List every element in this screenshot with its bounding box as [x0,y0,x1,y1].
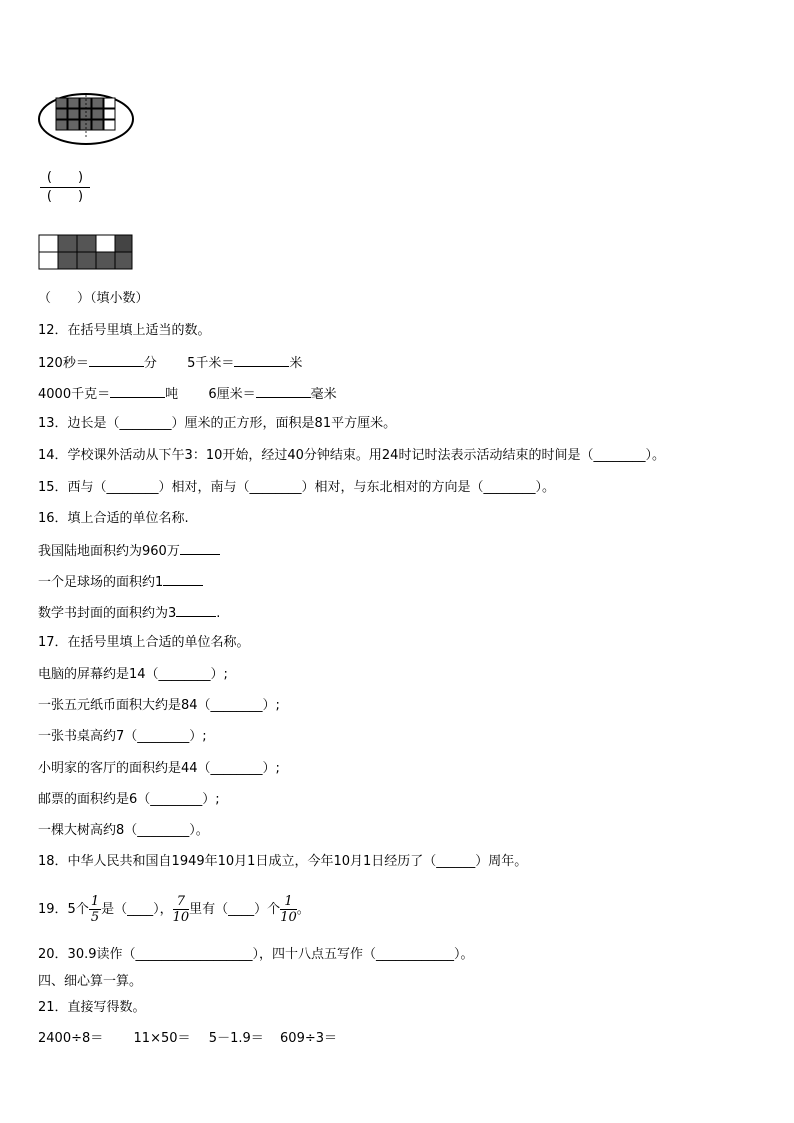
q15: 15．西与（________）相对，南与（________）相对，与东北相对的方向是（________）。 [38,480,556,495]
q12-r1b: 分 [143,356,157,371]
q17-line5: 邮票的面积约是6（________）; [38,792,220,807]
fraction-top: ( ) [46,170,84,185]
answer-blank[interactable] [163,572,203,586]
q12-r2b: 吨 [165,387,179,402]
answer-blank[interactable] [234,353,289,367]
q12-r1c: 5千米＝ [187,356,235,371]
q12-r2d: 毫米 [310,387,337,402]
q17-line3: 一张书桌高约7（________）; [38,729,207,744]
fraction [89,895,101,924]
fraction-bottom: ( ) [46,189,84,204]
q20: 20．30.9读作（__________________），四十八点五写作（____________）。 [38,947,474,962]
ellipse-grid-figure [36,92,136,146]
q17-line1: 电脑的屏幕约是14（________）; [38,667,228,682]
q21-expressions [38,1030,337,1048]
q19 [38,888,310,932]
expr-3: 5－1.9＝ [208,1031,264,1046]
q16-line1 [38,541,220,561]
q17-line4: 小明家的客厅的面积约是44（________）; [38,761,280,776]
fraction [173,895,190,924]
q16-l2-text: 一个足球场的面积约1 [38,575,164,590]
q12-r1d: 米 [289,356,303,371]
section-4-heading: 四、细心算一算。 [38,974,143,989]
denominator: 5 [90,910,100,925]
q18: 18．中华人民共和国自1949年10月1日成立，今年10月1日经历了（______）周年。 [38,854,528,869]
denominator: 10 [280,910,297,925]
expr-4: 609÷3＝ [280,1031,338,1046]
q19-p1: 19．5个 [38,902,89,917]
q16-line3 [38,603,220,623]
q14: 14．学校课外活动从下午3：10开始，经过40分钟结束。用24时记时法表示活动结束的时间是（________）。 [38,448,665,463]
q16-title: 16．填上合适的单位名称. [38,511,189,526]
q17-line6: 一棵大树高约8（________）。 [38,823,209,838]
numerator: 1 [280,895,297,910]
q12-title: 12．在括号里填上适当的数。 [38,323,211,338]
q12-r1a: 120秒＝ [38,356,89,371]
q12-r2c: 6厘米＝ [208,387,256,402]
expr-1: 2400÷8＝ [38,1031,104,1046]
q16-l1-text: 我国陆地面积约为960万 [38,544,180,559]
answer-blank[interactable] [256,384,311,398]
expr-2: 11×50＝ [133,1031,191,1046]
fill-decimal-line: （ ）（填小数） [38,291,149,306]
fraction-blank [40,170,90,205]
answer-blank[interactable] [89,353,144,367]
q16-l3-text: 数学书封面的面积约为3 [38,606,177,621]
q17-line2: 一张五元纸币面积大约是84（________）; [38,698,280,713]
q12-row2 [38,384,337,404]
q19-p4: 。 [296,902,310,917]
q17-title: 17．在括号里填上合适的单位名称。 [38,635,250,650]
fraction [280,895,297,924]
answer-blank[interactable] [176,603,216,617]
q12-r2a: 4000千克＝ [38,387,111,402]
answer-blank[interactable] [110,384,165,398]
q19-p2: 是（____）， [101,902,173,917]
q16-line2 [38,572,203,592]
q13: 13．边长是（________）厘米的正方形，面积是81平方厘米。 [38,416,397,431]
q19-p3: 里有（____）个 [189,902,281,917]
shaded-bar-figure [38,234,138,272]
q12-row1 [38,353,302,373]
numerator: 1 [90,894,100,909]
answer-blank[interactable] [180,541,220,555]
denominator: 10 [172,910,190,925]
numerator: 7 [173,895,190,910]
q21-title: 21．直接写得数。 [38,1000,146,1015]
q16-l3-end: . [216,606,221,621]
